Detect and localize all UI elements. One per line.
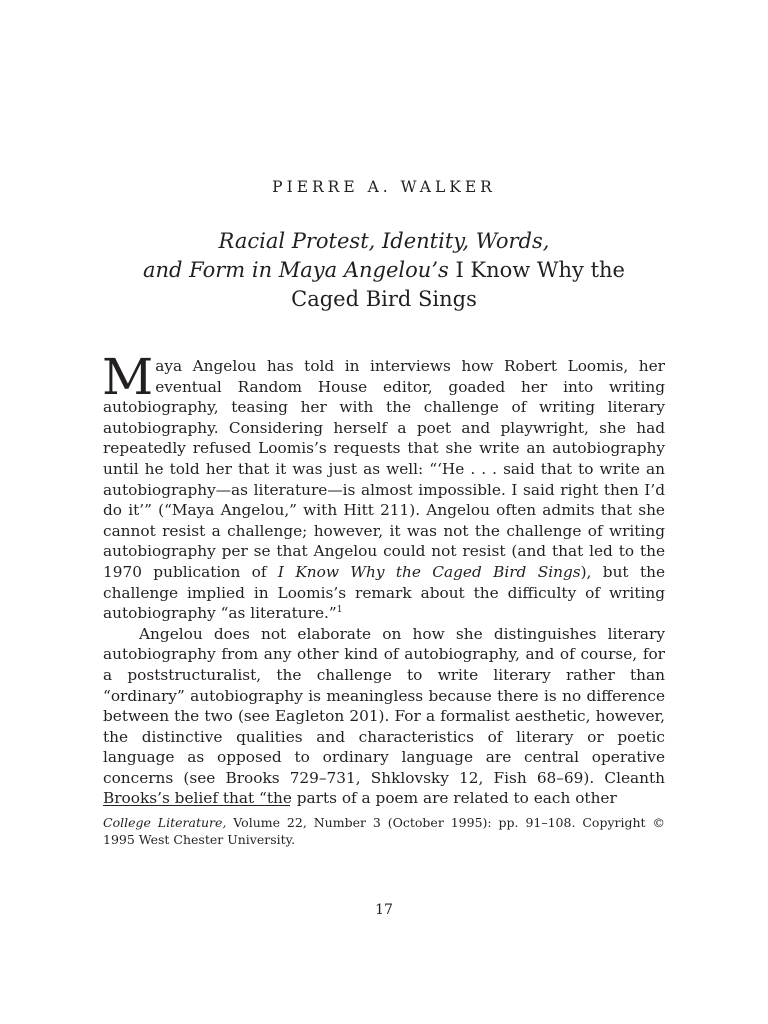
footnote-divider xyxy=(103,805,290,806)
title-line-2-roman: I Know Why the xyxy=(448,258,625,282)
page-number: 17 xyxy=(375,902,393,918)
footnote xyxy=(103,815,665,848)
footnote-journal: College Literature, xyxy=(103,815,227,830)
book-title: I Know Why the Caged Bird Sings xyxy=(277,562,581,581)
title-line-1: Racial Protest, Identity, Words, xyxy=(218,229,550,253)
paragraph-1-text-b: ), but the challenge implied in Loomis’s remark about the difficulty of writing autobiography “as literature.” xyxy=(103,562,666,623)
article-title xyxy=(100,227,668,314)
paragraph-1-text-a: aya Angelou has told in interviews how Robert Loomis, her eventual Random House editor, goaded her into writing autobiography, teasing her with the challenge of writing literary autobiography. Considering herself a poet and playwright, she had repeatedly refused Loomis’s requests that she write an autobiography until he told her that it was just as well: “‘He . . . said that to write an autobiography—as literature—is almost impossible. I said right then I’d do it’” (“Maya Angelou,” with Hitt 211). Angelou often admits that she cannot resist a challenge; however, it was not the challenge of writing autobiography per se that Angelou could not resist (and that led to the 1970 publication of xyxy=(103,357,665,581)
paragraph-1 xyxy=(102,348,666,624)
paragraph-2: Angelou does not elaborate on how she distinguishes literary autobiography from any other kind of autobiography, and of course, for a poststructuralist, the challenge to write literary rather than “ordinary” autobiography is meaningless because there is no difference between the two (see Eagleton 201). For a formalist aesthetic, however, the distinctive qualities and characteristics of literary or poetic language as opposed to ordinary language are central operative concerns (see Brooks 729–731, Shklovsky 12, Fish 68–69). Cleanth Brooks’s belief that “the parts of a poem are related to each other xyxy=(103,624,665,808)
article-body xyxy=(102,348,666,809)
author-name: PIERRE A. WALKER xyxy=(272,178,496,196)
title-line-2-italic: and Form in Maya Angelou’s xyxy=(143,258,449,282)
footnote-text: Volume 22, Number 3 (October 1995): pp. 91–108. Copyright © 1995 West Chester University. xyxy=(103,815,665,847)
title-line-3: Caged Bird Sings xyxy=(291,287,477,311)
drop-cap: M xyxy=(102,348,154,406)
footnote-reference[interactable]: 1 xyxy=(336,605,343,616)
